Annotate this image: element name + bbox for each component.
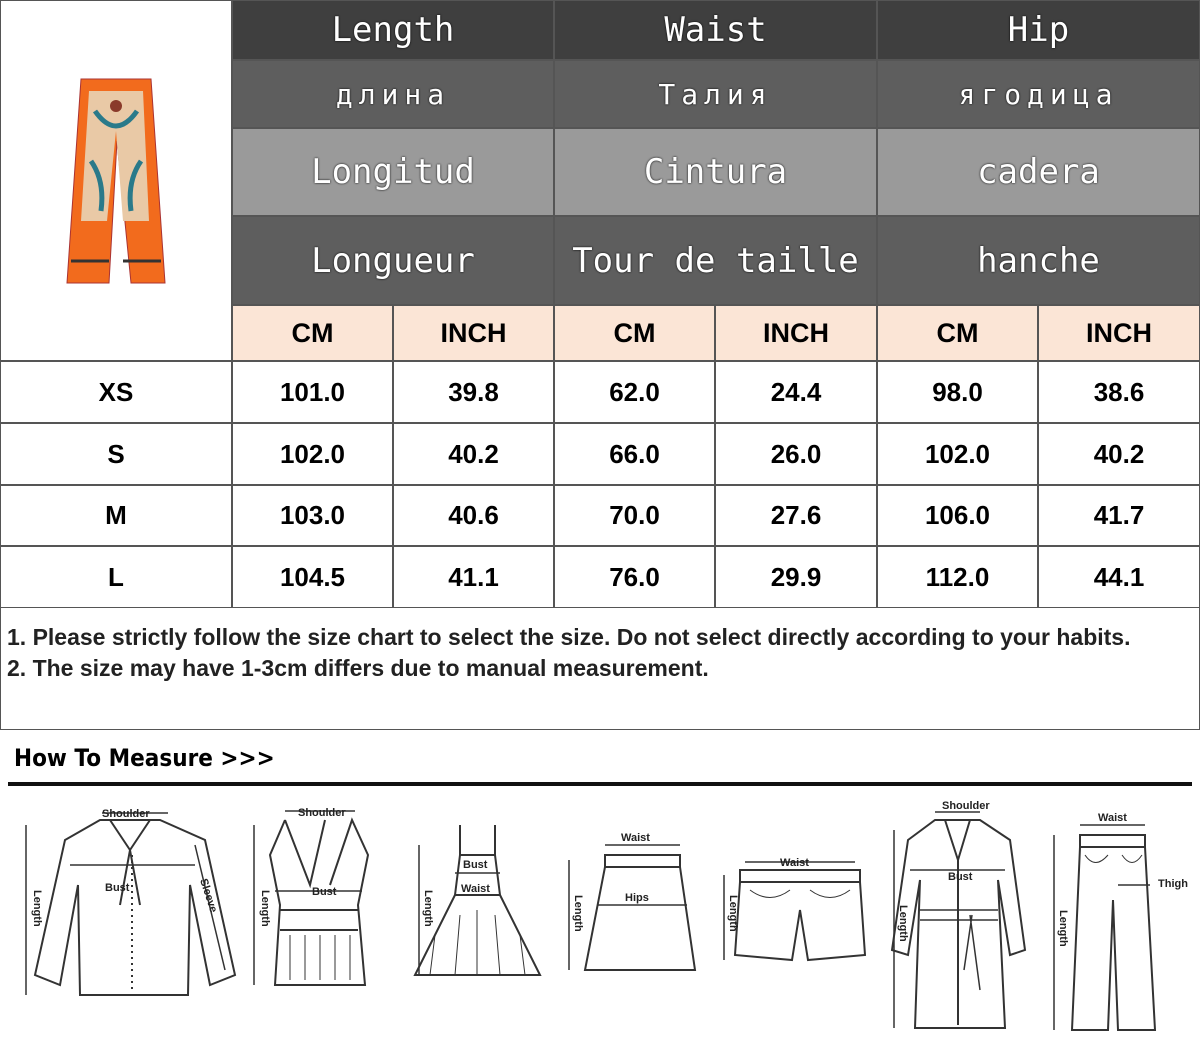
note-2: 2. The size may have 1-3cm differs due to manual measurement. [7,655,709,681]
table-cell: 40.6 [393,485,554,546]
table-cell: 101.0 [232,361,393,423]
label-sleeve: Sleeve [197,877,220,915]
unit-inch: INCH [715,305,877,361]
unit-inch: INCH [1038,305,1200,361]
header-hip-fr: hanche [877,216,1200,305]
pants-product-icon [61,71,171,291]
label-length: Length [572,895,584,932]
table-cell: 38.6 [1038,361,1200,423]
tank-top-diagram-icon [240,795,390,1005]
header-waist-es: Cintura [554,128,877,216]
label-shoulder: Shoulder [102,808,150,820]
table-cell: 24.4 [715,361,877,423]
label-waist: Waist [621,832,650,844]
label-length: Length [727,895,739,932]
size-label: M [0,485,232,546]
label-length: Length [31,890,43,927]
table-cell: 39.8 [393,361,554,423]
measure-figures [0,795,1200,1045]
table-cell: 62.0 [554,361,715,423]
table-cell: 26.0 [715,423,877,485]
label-length: Length [897,905,909,942]
label-bust: Bust [463,859,488,871]
header-waist: Waist [554,0,877,60]
skirt-diagram-icon [555,825,700,975]
table-cell: 102.0 [232,423,393,485]
header-length-es: Longitud [232,128,554,216]
table-cell: 104.5 [232,546,393,608]
label-bust: Bust [948,871,973,883]
label-length: Length [422,890,434,927]
header-length-fr: Longueur [232,216,554,305]
table-cell: 40.2 [1038,423,1200,485]
label-shoulder: Shoulder [942,800,990,812]
label-length: Length [1057,910,1069,947]
label-shoulder: Shoulder [298,807,346,819]
notes-box [0,607,1200,730]
label-thigh: Thigh [1158,878,1188,890]
table-cell: 41.7 [1038,485,1200,546]
table-cell: 44.1 [1038,546,1200,608]
header-length: Length [232,0,554,60]
coat-diagram-icon [880,800,1030,1035]
label-hips: Hips [625,892,649,904]
dress-diagram-icon [405,815,550,985]
header-length-ru: длина [232,60,554,128]
how-to-measure-title: How To Measure >>> [14,744,275,772]
note-1: 1. Please strictly follow the size chart to select the size. Do not select directly according to your habits. [7,624,1131,650]
label-waist: Waist [1098,812,1127,824]
shirt-diagram-icon [10,795,240,1005]
label-bust: Bust [105,882,130,894]
header-hip: Hip [877,0,1200,60]
header-hip-ru: ягодица [877,60,1200,128]
header-hip-es: cadera [877,128,1200,216]
label-waist: Waist [780,857,809,869]
table-cell: 70.0 [554,485,715,546]
table-cell: 98.0 [877,361,1038,423]
label-waist: Waist [461,883,490,895]
table-cell: 106.0 [877,485,1038,546]
size-label: S [0,423,232,485]
table-cell: 40.2 [393,423,554,485]
header-waist-fr: Tour de taille [554,216,877,305]
trousers-diagram-icon [1040,805,1195,1035]
unit-cm: CM [877,305,1038,361]
header-waist-ru: Талия [554,60,877,128]
table-cell: 29.9 [715,546,877,608]
table-cell: 76.0 [554,546,715,608]
divider [8,782,1192,786]
table-cell: 112.0 [877,546,1038,608]
table-cell: 102.0 [877,423,1038,485]
label-bust: Bust [312,886,337,898]
unit-cm: CM [232,305,393,361]
label-length: Length [259,890,271,927]
table-cell: 27.6 [715,485,877,546]
table-cell: 103.0 [232,485,393,546]
size-label: XS [0,361,232,423]
product-image-cell [0,0,232,361]
size-label: L [0,546,232,608]
table-cell: 41.1 [393,546,554,608]
table-cell: 66.0 [554,423,715,485]
unit-cm: CM [554,305,715,361]
shorts-diagram-icon [710,850,870,970]
unit-inch: INCH [393,305,554,361]
